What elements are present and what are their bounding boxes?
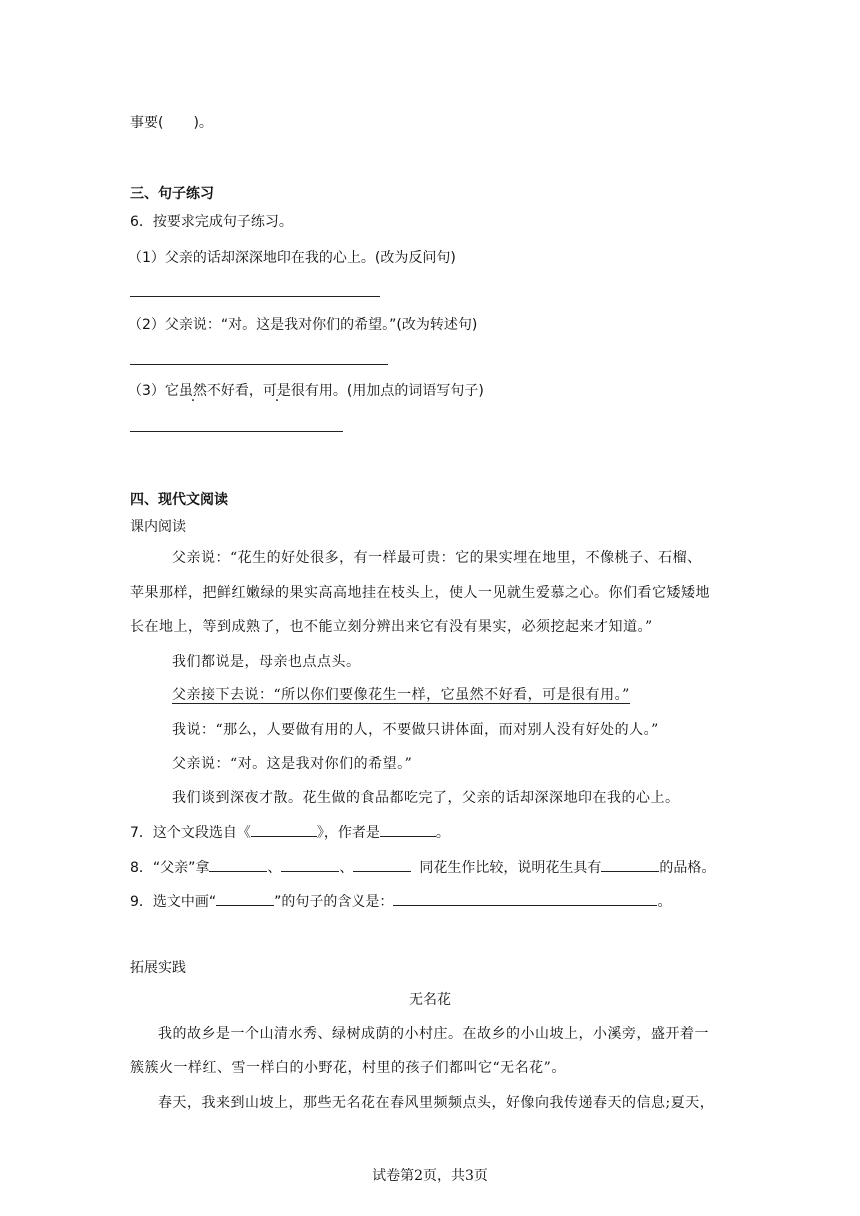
question-6-item-1: （1）父亲的话却深深地印在我的心上。(改为反问句) [128,250,456,266]
extension-practice-label: 拓展实践 [130,960,186,976]
q7-text-c: 。 [435,825,450,841]
passage1-line-3: 长在地上，等到成熟了，也不能立刻分辨出来它有没有果实，必须挖起来才知道。” [130,619,653,635]
question-7 [130,822,450,843]
question-6-item-2: （2）父亲说：“对。这是我对你们的希望。”(改为转述句) [128,317,478,333]
carryover-text: 事要( [130,115,164,131]
underlined-sentence: 父亲接下去说：“所以你们要像花生一样，它虽然不好看，可是很有用。” [172,687,630,703]
q8-text-d: 同花生作比较，说明花生具有 [419,860,602,876]
question-6: 6．按要求完成句子练习。 [130,214,293,230]
passage1-para-4: 我说：“那么，人要做有用的人，不要做只讲体面，而对别人没有好处的人。” [172,722,659,738]
q9-blank-2[interactable] [393,891,657,906]
passage1-para-6: 我们谈到深夜才散。花生做的食品都吃完了，父亲的话却深深地印在我的心上。 [172,790,680,806]
page-footer: 试卷第2页，共3页 [372,1168,488,1184]
answer-line-3[interactable] [130,431,343,432]
passage2-line-1: 我的故乡是一个山清水秀、绿树成荫的小村庄。在故乡的小山坡上，小溪旁，盛开着一 [158,1026,709,1042]
question-9 [130,891,671,912]
q7-text-a: 7．这个文段选自《 [130,825,251,841]
q7-blank-2[interactable] [380,822,436,837]
item3-middle: 不好看， [206,383,263,399]
passage1-para-5: 父亲说：“对。这是我对你们的希望。” [172,756,413,772]
q7-text-b: 》，作者是 [316,825,380,841]
q9-text-b: ”的句子的含义是： [274,894,394,910]
q9-text-c: 。 [657,894,672,910]
section4-heading: 四、现代文阅读 [130,492,228,508]
q9-blank-1[interactable] [216,891,274,906]
passage1-para-3-underlined [172,685,630,705]
question-6-item-3 [128,381,484,401]
dotted-word-1: 虽然 [178,383,207,399]
item3-suffix: 很有用。(用加点的词语写句子) [290,383,484,399]
item3-prefix: （3）它 [128,383,179,399]
q8-text-b: 、 [267,860,282,876]
answer-line-2[interactable] [130,364,388,365]
section3-heading: 三、句子练习 [130,186,214,202]
q8-text-e: 的品格。 [659,860,716,876]
q8-blank-2[interactable] [281,857,339,872]
carryover-line [130,113,213,133]
q8-text-c: 、 [339,860,354,876]
passage1-line-1: 父亲说：“花生的好处很多，有一样最可贵：它的果实埋在地里，不像桃子、石榴、 [172,550,702,566]
dotted-word-2: 可是 [262,383,291,399]
question-8 [130,857,715,878]
q8-blank-1[interactable] [209,857,267,872]
q8-blank-4[interactable] [601,857,659,872]
q7-blank-1[interactable] [251,822,317,837]
carryover-close: )。 [193,115,213,131]
passage1-line-2: 苹果那样，把鲜红嫩绿的果实高高地挂在枝头上，使人一见就生爱慕之心。你们看它矮矮地 [130,585,710,601]
q9-text-a: 9．选文中画“ [130,894,217,910]
passage2-line-3: 春天，我来到山坡上，那些无名花在春风里频频点头，好像向我传递春天的信息;夏天， [158,1095,715,1111]
passage1-para-2: 我们都说是，母亲也点点头。 [172,654,361,670]
in-class-reading-label: 课内阅读 [130,519,186,535]
q8-blank-3[interactable] [353,857,411,872]
q8-text-a: 8．“父亲”拿 [130,860,210,876]
answer-line-1[interactable] [130,296,380,297]
passage2-title: 无名花 [409,992,451,1008]
passage2-line-2: 簇簇火一样红、雪一样白的小野花，村里的孩子们都叫它“无名花”。 [130,1060,566,1076]
